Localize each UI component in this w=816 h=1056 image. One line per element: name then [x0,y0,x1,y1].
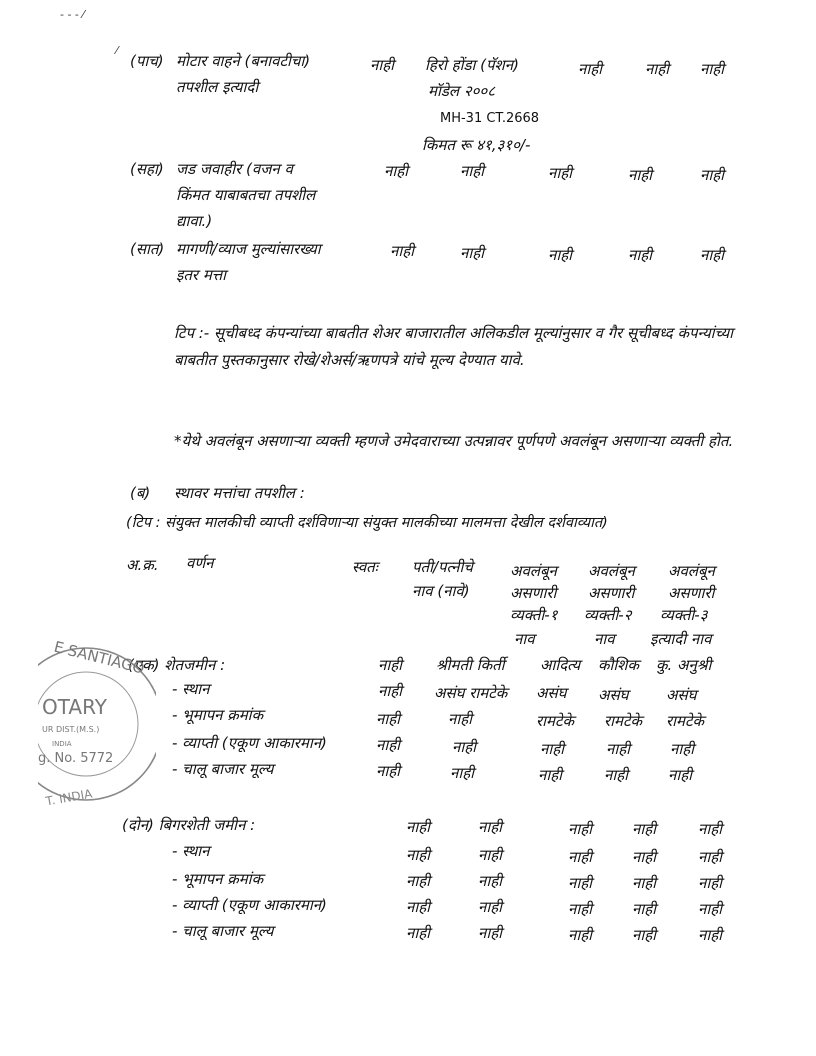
item-6-spouse: नाही [460,162,485,180]
item-6-label-2: किंमत याबाबतचा तपशील [176,186,316,204]
col-header-dep2-3: व्यक्ती-२ [584,606,632,624]
stamp-line-6: T. INDIA [44,786,94,809]
nonagri-self: नाही [406,872,431,890]
agri-self: नाही [378,656,403,674]
col-header-dep2-1: अवलंबून [588,562,635,580]
col-header-dep1-4: नाव [514,630,535,648]
item-5-spouse: हिरो होंडा (पॅशन) [425,56,519,74]
agri-dep2: असंघ [598,686,629,704]
notary-stamp [38,628,156,818]
nonagri-dep2: नाही [632,820,657,838]
nonagri-dep3: नाही [698,874,723,892]
col-header-dep3-2: असणारी [668,584,715,602]
col-header-dep2-2: असणारी [588,584,635,602]
nonagri-dep1: नाही [568,848,593,866]
item-7-dep2: नाही [628,246,653,264]
nonagri-label: - भूमापन क्रमांक [172,870,264,888]
agri-dep3: नाही [670,740,695,758]
stamp-line-4: INDIA [52,740,72,748]
agri-self: नाही [376,762,401,780]
nonagri-spouse: नाही [478,818,503,836]
col-header-sr: अ.क्र. [126,556,159,574]
item-7-spouse: नाही [460,244,485,262]
vehicle-registration: MH-31 CT.2668 [440,111,540,126]
item-5-num: (पाच) [130,52,164,70]
agri-label: - व्याप्ती (एकूण आकारमान) [172,734,327,752]
section-b-title: स्थावर मत्तांचा तपशील : [174,484,305,502]
agri-dep3: असंघ [666,686,697,704]
vehicle-price: किमत रू ४१,३१०/- [422,136,531,154]
col-header-dep1-1: अवलंबून [510,562,557,580]
note-joint-ownership: (टिप : संयुक्त मालकीची व्याप्ती दर्शविणाऱ्या संयुक्त मालकीच्या मालमत्ता देखील दर्शवाव्यात) [126,515,608,531]
agri-dep1: आदित्य [540,656,581,674]
section-b-num: (ब) [130,484,151,502]
nonagri-dep3: नाही [698,848,723,866]
col-header-spouse-2: नाव (नावे) [412,582,470,600]
nonagri-dep1: नाही [568,820,593,838]
col-header-dep2-4: नाव [594,630,615,648]
nonagri-label: (दोन) बिगरशेती जमीन : [122,816,256,834]
agri-spouse: नाही [450,764,475,782]
agri-dep1: नाही [540,740,565,758]
vehicle-model: मॉडेल २००८ [428,82,496,100]
agri-spouse: असंघ रामटेके [434,684,508,702]
nonagri-spouse: नाही [478,898,503,916]
agri-dep2: नाही [606,740,631,758]
agri-dep2: नाही [604,766,629,784]
item-6-dep3: नाही [700,166,725,184]
item-5-self: नाही [370,56,395,74]
agri-self: नाही [376,710,401,728]
item-6-num: (सहा) [130,160,164,178]
item-6-dep2: नाही [628,166,653,184]
item-6-dep1: नाही [548,164,573,182]
corner-mark: - - - ⁄ [60,8,85,21]
agri-dep3: रामटेके [666,712,705,730]
nonagri-dep1: नाही [568,926,593,944]
stamp-line-1: E SANTIAGO [52,637,147,678]
nonagri-label: - व्याप्ती (एकूण आकारमान) [172,896,327,914]
note-dependents: *येथे अवलंबून असणाऱ्या व्यक्ती म्हणजे उमेदवाराच्या उत्पन्नावर पूर्णपणे अवलंबून असणाऱ्या व्यक्ती होत. [174,432,734,450]
agri-label: - स्थान [172,680,210,698]
item-7-num: (सात) [130,240,165,258]
nonagri-self: नाही [406,898,431,916]
col-header-spouse-1: पती/पत्नीचे [412,558,473,576]
agri-label: - चालू बाजार मूल्य [172,760,274,778]
agri-dep2: कौशिक [598,656,640,674]
nonagri-label: - स्थान [172,842,210,860]
agri-label: - भूमापन क्रमांक [172,706,264,724]
col-header-dep1-3: व्यक्ती-१ [510,606,558,624]
col-header-dep3-3: व्यक्ती-३ [660,606,708,624]
agri-dep1: असंघ [536,684,567,702]
agri-spouse: श्रीमती किर्ती [436,656,505,674]
col-header-dep3-1: अवलंबून [668,562,715,580]
item-7-label-2: इतर मत्ता [176,266,227,284]
nonagri-spouse: नाही [478,924,503,942]
item-6-self: नाही [384,162,409,180]
nonagri-dep2: नाही [632,874,657,892]
item-6-label-3: द्यावा.) [176,212,213,230]
item-7-dep3: नाही [700,246,725,264]
col-header-self: स्वतः [352,558,378,576]
margin-tick: ⁄ [116,44,118,57]
nonagri-spouse: नाही [478,846,503,864]
nonagri-dep3: नाही [698,900,723,918]
agri-spouse: नाही [448,710,473,728]
item-7-dep1: नाही [548,246,573,264]
nonagri-dep3: नाही [698,926,723,944]
item-5-label-1: मोटार वाहने (बनावटीचा) [176,52,311,70]
nonagri-dep3: नाही [698,820,723,838]
nonagri-self: नाही [406,818,431,836]
agri-spouse: नाही [452,738,477,756]
item-7-self: नाही [390,242,415,260]
nonagri-dep2: नाही [632,848,657,866]
nonagri-self: नाही [406,924,431,942]
agri-dep1: रामटेके [536,712,575,730]
item-5-label-2: तपशील इत्यादी [176,78,259,96]
nonagri-dep1: नाही [568,900,593,918]
col-header-dep3-4: इत्यादी नाव [650,630,712,648]
agri-dep3: कु. अनुश्री [656,656,712,674]
stamp-line-5: g. No. 5772 [38,751,114,766]
nonagri-self: नाही [406,846,431,864]
item-5-dep3: नाही [700,60,725,78]
item-5-dep2: नाही [645,60,670,78]
agri-self: नाही [376,736,401,754]
agri-self: नाही [378,682,403,700]
stamp-line-2: OTARY [42,695,107,719]
item-5-dep1: नाही [578,60,603,78]
col-header-desc: वर्णन [186,554,214,572]
col-header-dep1-2: असणारी [510,584,557,602]
agri-label: (एक) शेतजमीन : [128,656,226,674]
nonagri-dep2: नाही [632,926,657,944]
nonagri-dep1: नाही [568,874,593,892]
agri-dep3: नाही [668,766,693,784]
item-6-label-1: जड जवाहीर (वजन व [176,160,293,178]
stamp-line-3: UR DIST.(M.S.) [42,725,100,734]
nonagri-dep2: नाही [632,900,657,918]
nonagri-spouse: नाही [478,872,503,890]
item-7-label-1: मागणी/व्याज मुल्यांसारख्या [176,240,321,258]
agri-dep2: रामटेके [604,712,643,730]
note-securities: टिप :- सूचीबध्द कंपन्यांच्या बाबतीत शेअर बाजारातील अलिकडील मूल्यांनुसार व गैर सूचीबध्द कंपन्यांच्या बाबतीत पुस्तकानुसार रोखे/शेअर्स/ऋणपत्रे यांचे मूल्य देण्यात यावे. [174,324,734,369]
agri-dep1: नाही [538,766,563,784]
nonagri-label: - चालू बाजार मूल्य [172,922,274,940]
